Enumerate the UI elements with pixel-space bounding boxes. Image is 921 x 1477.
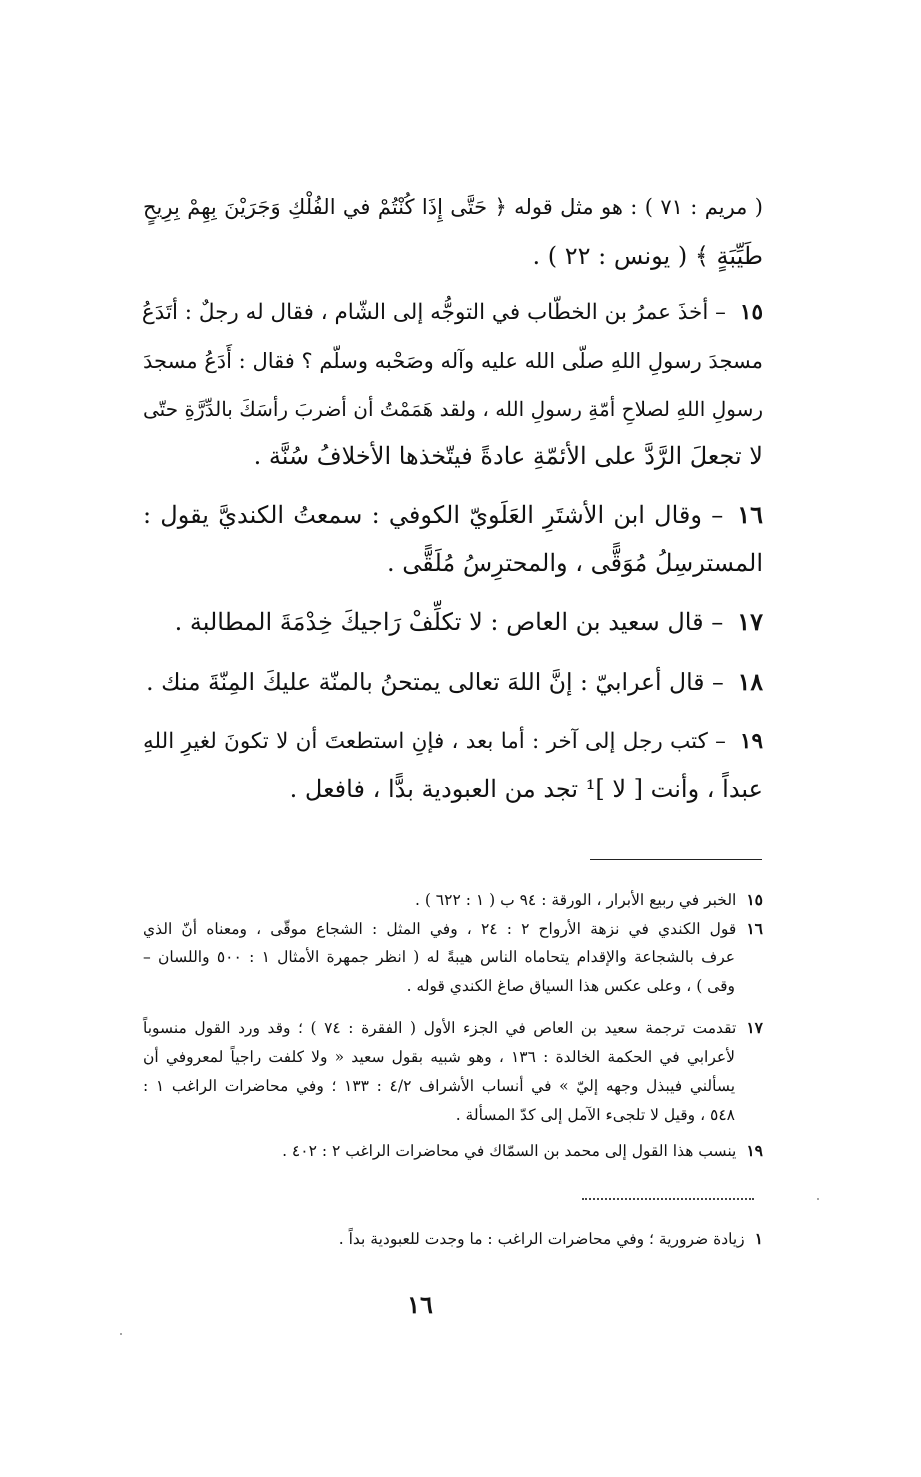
scan-speck	[817, 1198, 819, 1200]
entry-19-line-1	[143, 726, 763, 758]
page-number: ١٦	[407, 1290, 433, 1319]
entry-text: – قال أعرابيّ : إنَّ اللهَ تعالى يمتحنُ بالمنّة عليكَ المِنّةَ منك .	[146, 668, 724, 696]
entry-15-line-1	[143, 297, 763, 329]
footnote-text: زيادة ضرورية ؛ وفي محاضرات الراغب : ما وجدت للعبودية بداً .	[338, 1230, 745, 1248]
footnote-17-line-3: يسألني فيبذل وجهه إليّ » في أنساب الأشراف ٤/٢ : ١٣٣ ؛ وفي محاضرات الراغب ١ :	[143, 1077, 736, 1095]
intro-line-1: ( مريم : ٧١ ) : هو مثل قوله ﴿ حَتَّى إِذَا كُنْتُمْ في الفُلْكِ وَجَرَيْنَ بِهِمْ بِرِيحٍ	[143, 195, 763, 219]
entry-18-line-1	[143, 666, 763, 698]
entry-text: – قال سعيد بن العاص : لا تكلِّفْ رَاجيكَ خِدْمَةَ المطالبة .	[174, 608, 724, 636]
entry-text: – كتب رجل إلى آخر : أما بعد ، فإنِ استطعتَ أن لا تكونَ لغيرِ اللهِ	[143, 729, 726, 754]
footnote-number: ١	[754, 1229, 763, 1248]
entry-17-line-1	[143, 606, 763, 638]
footnote-number: ١٦	[746, 919, 764, 938]
footnote-text: تقدمت ترجمة سعيد بن العاص في الجزء الأول ( الفقرة : ٧٤ ) ؛ وقد ورد القول منسوباً	[143, 1019, 737, 1037]
footnote-17-line-4: ٥٤٨ ، وقيل لا تلجىء الآمل إلى كدّ المسألة .	[455, 1106, 735, 1124]
entry-15-line-3: رسولِ اللهِ لصلاحِ أمّةِ رسولِ الله ، ولقد هَمَمْتُ أن أضربَ رأسَكَ بالدِّرَّةِ حتّى	[143, 397, 764, 421]
entry-number: ١٥	[739, 300, 763, 325]
footnote-17-line-1	[143, 1017, 763, 1039]
critical-note-1	[143, 1228, 763, 1250]
footnote-number: ١٧	[746, 1018, 763, 1037]
footnote-16-line-3: وقى ) ، وعلى عكس هذا السياق صاغ الكندي قوله .	[406, 977, 735, 995]
entry-16-line-1	[143, 499, 763, 531]
footnote-text: ينسب هذا القول إلى محمد بن السمّاك في محاضرات الراغب ٢ : ٤٠٢ .	[282, 1142, 737, 1160]
entry-number: ١٨	[737, 668, 763, 696]
footnote-number: ١٩	[746, 1141, 763, 1160]
footnote-number: ١٥	[746, 890, 763, 909]
entry-19-line-2: عبداً ، وأنت [ لا ]¹ تجد من العبودية بدًّا ، فافعل .	[289, 775, 763, 803]
scan-speck	[120, 1333, 122, 1335]
footnote-16-line-2: عرف بالشجاعة والإقدام يتحاماه الناس هيبةً له ( انظر جمهرة الأمثال ١ : ٥٠٠ واللسان –	[143, 948, 735, 966]
footnote-text: الخبر في ربيع الأبرار ، الورقة : ٩٤ ب ( ١ : ٦٢٢ ) .	[414, 891, 737, 909]
entry-text: – وقال ابن الأشتَرِ العَلَويّ الكوفي : سمعتُ الكنديَّ يقول :	[143, 501, 724, 529]
intro-line-2: طَيِّبَةٍ ﴾ ( يونس : ٢٢ ) .	[532, 242, 763, 270]
entry-16-line-2: المسترسِلُ مُوَقًّى ، والمحترِسُ مُلَقًّى .	[387, 549, 763, 577]
apparatus-separator	[582, 1198, 754, 1200]
footnote-separator	[590, 859, 762, 860]
footnote-16-line-1	[143, 918, 763, 940]
footnote-17-line-2: لأعرابي في الحكمة الخالدة : ١٣٦ ، وهو شبيه بقول سعيد « ولا كلفت راجياً لمعروفي أن	[143, 1048, 735, 1066]
footnote-19-line-1	[143, 1140, 763, 1162]
footnote-text: قول الكندي في نزهة الأرواح ٢ : ٢٤ ، وفي المثل : الشجاع موقّى ، ومعناه أنّ الذي	[143, 920, 737, 938]
entry-15-line-2: مسجدَ رسولِ اللهِ صلّى الله عليه وآله وصَحْبه وسلّم ؟ فقال : أَدَعُ مسجدَ	[143, 349, 763, 373]
footnote-15-line-1	[143, 889, 763, 911]
entry-number: ١٦	[737, 500, 763, 529]
entry-number: ١٩	[739, 729, 763, 754]
entry-text: – أخذَ عمرُ بن الخطّاب في التوجُّه إلى الشّام ، فقال له رجلٌ : أتَدَعُ	[141, 300, 726, 325]
entry-15-line-4: لا تجعلَ الرَّدَّ على الأئمّةِ عادةً فيتّخذها الأخلافُ سُنَّة .	[253, 442, 763, 470]
entry-number: ١٧	[737, 607, 763, 636]
